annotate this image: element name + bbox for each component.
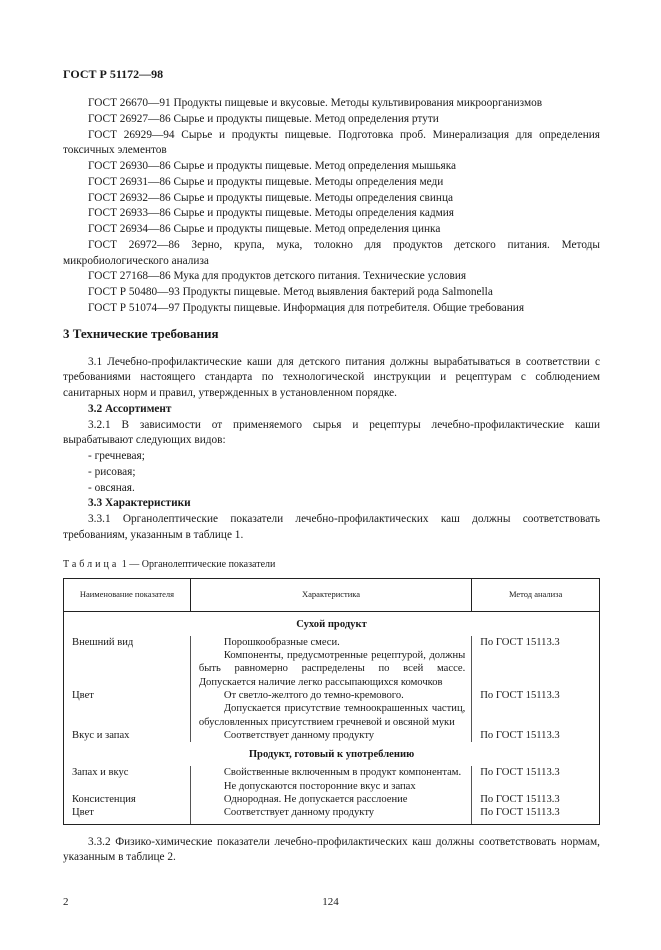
table-caption-label: Таблица	[63, 558, 120, 570]
reference-item: ГОСТ 26929—94 Сырье и продукты пищевые. Подготовка проб. Минерализация для определения токсичных элементов	[63, 128, 600, 157]
table-caption	[63, 558, 600, 572]
cell-name: Запах и вкус	[72, 767, 129, 779]
cell-method: По ГОСТ 15113.3	[480, 794, 560, 806]
desc-line: От светло-желтого до темно-кремового.	[223, 689, 404, 701]
reference-item: ГОСТ 26933—86 Сырье и продукты пищевые. Методы определения кадмия	[88, 207, 454, 220]
cell-desc	[190, 636, 471, 689]
cell-name: Консистенция	[72, 794, 136, 806]
heading-3-2: 3.2 Ассортимент	[88, 402, 172, 415]
column-header: Характеристика	[190, 578, 471, 611]
paragraph-3-2-1: 3.2.1 В зависимости от применяемого сырья и рецептуры лечебно-профилактические каши вырабатывают следующих видов:	[63, 418, 600, 447]
reference-item: ГОСТ Р 50480—93 Продукты пищевые. Метод выявления бактерий рода Salmonella	[88, 286, 493, 298]
cell-method: По ГОСТ 15113.3	[480, 689, 560, 701]
paragraph-3-3-2: 3.3.2 Физико-химические показатели лечебно-профилактических каш должны соответствовать нормам, указанным в таблице 2.	[63, 835, 600, 864]
kind-item: - овсяная.	[88, 481, 135, 494]
paragraph-3-3-2-block	[63, 835, 600, 867]
cell-method: По ГОСТ 15113.3	[480, 636, 560, 648]
group-heading: Продукт, готовый к употреблению	[248, 749, 415, 761]
kind-item: - рисовая;	[88, 465, 136, 478]
table-row	[64, 729, 600, 742]
table-row	[64, 793, 600, 806]
column-header: Наименование показателя	[64, 578, 191, 611]
desc-line: Не допускаются посторонние вкус и запах	[223, 780, 416, 792]
reference-item: ГОСТ 26934—86 Сырье и продукты пищевые. Метод определения цинка	[88, 223, 441, 235]
column-header: Метод анализа	[472, 578, 600, 611]
references-list	[63, 96, 600, 317]
desc-line: Порошкообразные смеси.	[223, 636, 340, 648]
reference-item: ГОСТ 26931—86 Сырье и продукты пищевые. Методы определения меди	[88, 175, 444, 188]
page-number-left: 2	[63, 896, 69, 909]
cell-method: По ГОСТ 15113.3	[472, 806, 600, 824]
reference-item: ГОСТ 26972—86 Зерно, крупа, мука, толокно для продуктов детского питания. Методы микробиологического анализа	[63, 238, 600, 267]
section-3	[63, 325, 600, 544]
document-header: ГОСТ Р 51172—98	[63, 67, 164, 81]
group-heading: Сухой продукт	[296, 618, 367, 630]
paragraph-3-3-1: 3.3.1 Органолептические показатели лечебно-профилактических каш должны соответствовать требованиям, указанным в таблице 1.	[63, 513, 600, 541]
cell-desc	[190, 806, 471, 824]
table-organoleptic	[63, 578, 600, 825]
kind-item: - гречневая;	[88, 450, 145, 462]
table-row	[64, 806, 600, 824]
desc-line: Соответствует данному продукту	[223, 729, 375, 741]
cell-method: По ГОСТ 15113.3	[480, 729, 560, 741]
reference-item: ГОСТ 26930—86 Сырье и продукты пищевые. Метод определения мышьяка	[88, 160, 457, 172]
reference-item: ГОСТ 26927—86 Сырье и продукты пищевые. Метод определения ртути	[88, 112, 439, 125]
reference-item: ГОСТ 26670—91 Продукты пищевые и вкусовые. Методы культивирования микроорганизмов	[88, 97, 543, 109]
page-number-center: 124	[322, 896, 339, 909]
desc-line: Компоненты, предусмотренные рецептурой, должны быть равномерно распределены по всей массе. Допускается наличие легко рассыпающихся комочков	[198, 650, 466, 688]
heading-3-3: 3.3 Характеристики	[88, 497, 191, 510]
cell-name: Вкус и запах	[72, 729, 130, 741]
cell-desc	[190, 793, 471, 806]
desc-line: Однородная. Не допускается расслоение	[223, 794, 408, 806]
desc-line: Свойственные включенным в продукт компонентам.	[223, 767, 462, 779]
paragraph-3-1: 3.1 Лечебно-профилактические каши для детского питания должны вырабатываться в соответствии с требованиями настоящего стандарта по технологической инструкции и рецептурам с соблюдением санитарных норм и правил, утвержденных в установленном порядке.	[63, 355, 600, 399]
page-footer	[63, 894, 600, 910]
cell-method: По ГОСТ 15113.3	[480, 767, 560, 779]
cell-name: Цвет	[64, 806, 191, 824]
cell-name: Цвет	[72, 689, 94, 701]
table-row	[64, 689, 600, 729]
cell-desc	[190, 766, 471, 793]
table-header-row	[64, 578, 600, 611]
cell-desc	[190, 689, 471, 729]
desc-line: Допускается присутствие темноокрашенных частиц, обусловленных присутствием гречневой и овсяной муки	[198, 703, 466, 728]
desc-line: Соответствует данному продукту	[223, 807, 375, 819]
cell-name: Внешний вид	[72, 636, 134, 648]
table-caption-title: 1 — Органолептические показатели	[119, 558, 276, 570]
table-row	[64, 636, 600, 689]
reference-item: ГОСТ Р 51074—97 Продукты пищевые. Информация для потребителя. Общие требования	[88, 301, 525, 314]
cell-desc	[190, 729, 471, 742]
table-row	[64, 766, 600, 793]
section-title: 3 Технические требования	[63, 325, 219, 341]
reference-item: ГОСТ 26932—86 Сырье и продукты пищевые. Методы определения свинца	[88, 191, 454, 204]
reference-item: ГОСТ 27168—86 Мука для продуктов детского питания. Технические условия	[88, 270, 467, 283]
